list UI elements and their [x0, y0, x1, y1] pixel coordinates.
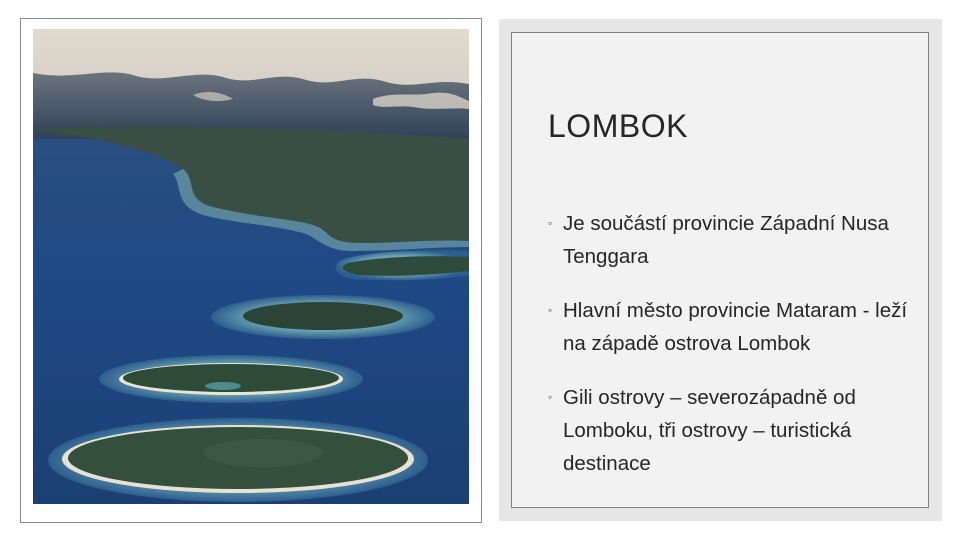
photo-frame	[20, 18, 482, 523]
list-item	[548, 294, 908, 360]
aerial-islands-photo	[33, 29, 469, 504]
bullet-marker-icon: ◦	[548, 390, 553, 404]
bullet-text: Je součástí provincie Západní Nusa Tenggara	[563, 212, 889, 268]
list-item	[548, 207, 908, 273]
bullet-text: Hlavní město provincie Mataram - leží na západě ostrova Lombok	[563, 299, 908, 355]
bullet-marker-icon: ◦	[548, 216, 553, 230]
bullet-list	[548, 207, 908, 501]
bullet-marker-icon: ◦	[548, 303, 553, 317]
text-panel-inner	[511, 32, 929, 508]
bullet-text: Gili ostrovy – severozápadně od Lomboku, tři ostrovy – turistická destinace	[563, 386, 856, 475]
list-item	[548, 381, 908, 480]
text-panel	[499, 19, 942, 521]
slide-title: LOMBOK	[548, 108, 688, 144]
